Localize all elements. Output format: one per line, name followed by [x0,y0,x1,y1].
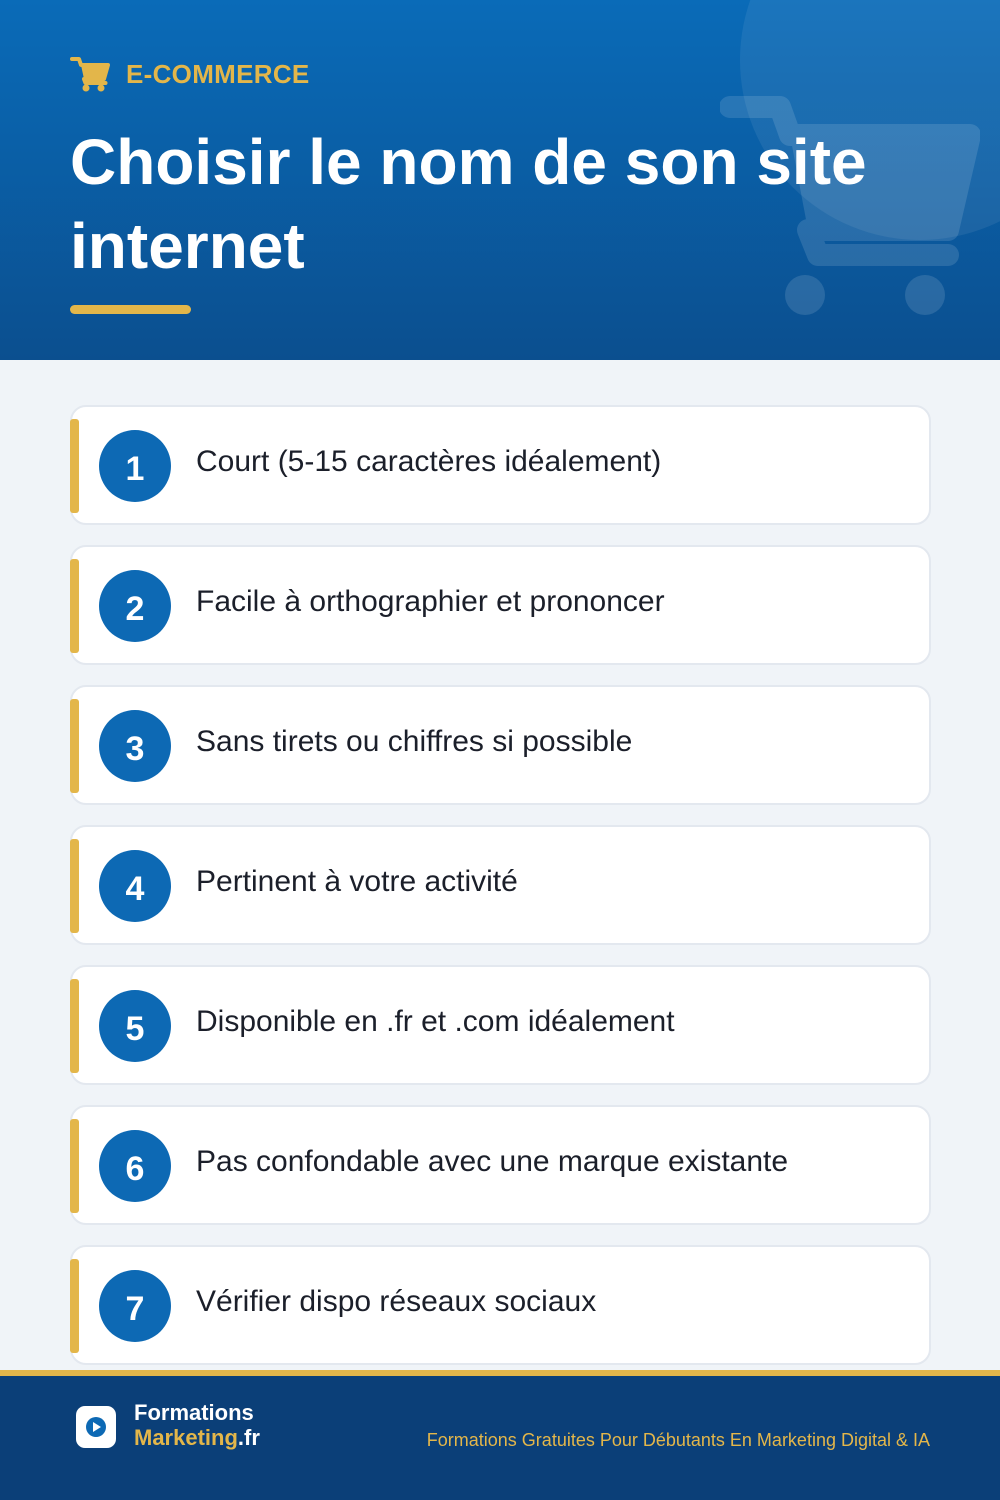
list-item [70,1245,931,1365]
list-item [70,825,931,945]
header-banner [0,0,1000,360]
item-accent-bar [70,979,79,1073]
item-text: Vérifier dispo réseaux sociaux [196,1285,597,1318]
item-number-badge: 2 [99,570,171,642]
list-item [70,1105,931,1225]
item-text: Facile à orthographier et prononcer [196,585,665,618]
brand-logo[interactable] [76,1406,116,1448]
category-label: E-COMMERCE [126,58,310,89]
item-text: Pertinent à votre activité [196,865,518,898]
item-number-badge: 4 [99,850,171,922]
checklist [70,405,931,1385]
item-accent-bar [70,839,79,933]
brand-marketing: Marketing [134,1425,238,1450]
brand-name[interactable] [134,1400,260,1450]
item-number-badge: 3 [99,710,171,782]
item-accent-bar [70,559,79,653]
item-text: Pas confondable avec une marque existante [196,1145,789,1178]
item-number-badge: 7 [99,1270,171,1342]
item-text: Sans tirets ou chiffres si possible [196,725,633,758]
brand-line-1: Formations [134,1400,254,1425]
item-accent-bar [70,419,79,513]
page-title: Choisir le nom de son site internet [70,126,867,282]
play-icon [85,1416,107,1438]
footer-tagline: Formations Gratuites Pour Débutants En Marketing Digital & IA [426,1430,930,1450]
item-accent-bar [70,699,79,793]
title-underline [70,305,191,314]
list-item [70,545,931,665]
brand-line-2 [134,1425,260,1450]
list-item [70,685,931,805]
item-number-badge: 5 [99,990,171,1062]
shopping-cart-icon [70,56,110,92]
item-text: Disponible en .fr et .com idéalement [196,1005,675,1038]
item-number-badge: 1 [99,430,171,502]
list-item [70,965,931,1085]
item-accent-bar [70,1119,79,1213]
footer [0,1370,1000,1500]
item-number-badge: 6 [99,1130,171,1202]
brand-suffix: .fr [237,1425,260,1450]
category-tag [70,56,310,92]
list-item [70,405,931,525]
item-accent-bar [70,1259,79,1353]
item-text: Court (5-15 caractères idéalement) [196,445,662,478]
